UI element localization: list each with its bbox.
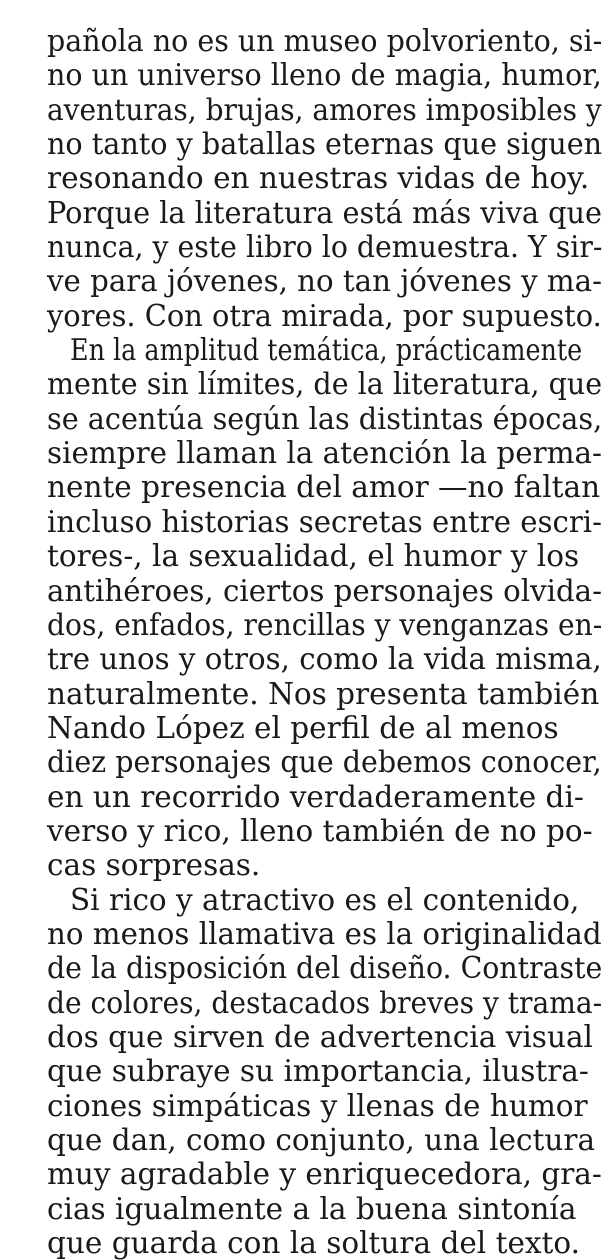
text-line: naturalmente. Nos presenta también — [47, 676, 600, 711]
text-line: aventuras, brujas, amores imposibles y — [47, 92, 602, 127]
text-line: En la amplitud temática, prácticamente — [70, 333, 583, 368]
article-paragraph — [47, 882, 603, 1260]
text-line: tre unos y otros, como la vida misma, — [47, 642, 602, 677]
text-line: que dan, como conjunto, una lectura — [47, 1123, 596, 1157]
text-line: muy agradable y enriquecedora, gra- — [47, 1157, 602, 1192]
text-line: dos que sirven de advertencia visual — [47, 1019, 593, 1054]
text-line: verso y rico, lleno también de no po- — [47, 813, 593, 848]
text-line: dos, enfados, rencillas y venganzas en- — [47, 607, 603, 642]
text-line: no tanto y batallas eternas que siguen — [47, 127, 603, 162]
text-line: ve para jóvenes, no tan jóvenes y ma- — [47, 264, 602, 299]
text-line: de colores, destacados breves y trama- — [47, 985, 603, 1020]
text-line: no un universo lleno de magia, humor, — [47, 58, 602, 93]
article-body — [47, 24, 603, 1260]
text-line: antihéroes, ciertos personajes olvida- — [47, 573, 603, 608]
text-line: de la disposición del diseño. Contraste — [47, 951, 603, 986]
text-line: cas sorpresas. — [47, 848, 261, 883]
text-line: siempre llaman la atención la perma- — [47, 436, 602, 471]
text-line: cias igualmente a la buena sintonía — [47, 1191, 577, 1226]
text-line: nunca, y este libro lo demuestra. Y sir- — [47, 230, 603, 265]
article-paragraph — [47, 333, 603, 883]
text-line: pañola no es un museo polvoriento, si- — [47, 24, 603, 58]
text-line: resonando en nuestras vidas de hoy. — [47, 161, 590, 196]
text-line: no menos llamativa es la originalidad — [47, 916, 602, 951]
text-line: ciones simpáticas y llenas de humor — [47, 1088, 588, 1123]
text-line: Nando López el perfil de al menos — [47, 710, 559, 745]
text-line: incluso historias secretas entre escri- — [47, 504, 603, 539]
text-line: tores-, la sexualidad, el humor y los — [47, 539, 580, 574]
text-line: se acentúa según las distintas épocas, — [47, 401, 603, 436]
text-line: que guarda con la soltura del texto. — [47, 1226, 581, 1260]
article-paragraph — [47, 24, 603, 333]
text-line: yores. Con otra mirada, por supuesto. — [47, 298, 602, 333]
text-line: diez personajes que debemos conocer, — [47, 745, 602, 780]
text-line: que subraye su importancia, ilustra- — [47, 1054, 589, 1089]
text-line: Porque la literatura está más viva que — [47, 195, 603, 230]
text-line: nente presencia del amor —no faltan — [47, 470, 601, 505]
text-line: mente sin límites, de la literatura, que — [47, 367, 603, 402]
text-line: Si rico y atractivo es el contenido, — [70, 882, 580, 917]
text-line: en un recorrido verdaderamente di- — [47, 779, 584, 814]
